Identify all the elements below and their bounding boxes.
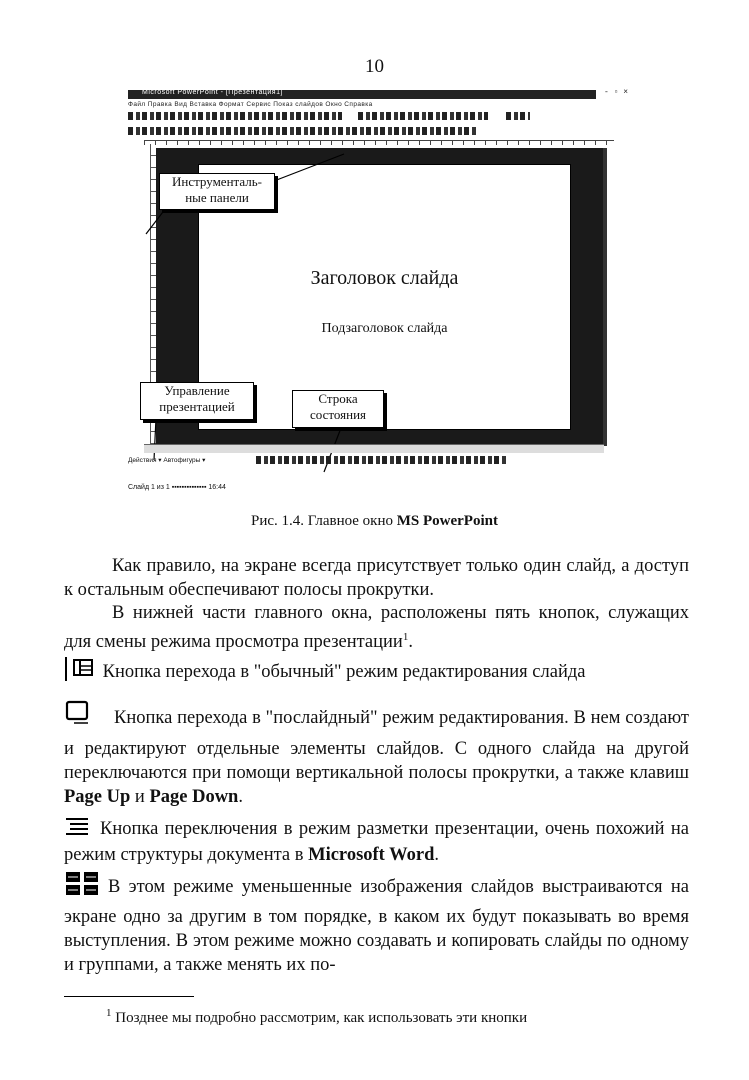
paragraph-5-end: . bbox=[434, 845, 439, 865]
toolbars-leader-line bbox=[274, 154, 344, 181]
caption-bold: MS PowerPoint bbox=[396, 513, 498, 529]
page-number: 10 bbox=[365, 56, 384, 77]
paragraph-2 bbox=[64, 601, 689, 654]
caption-text: Рис. 1.4. Главное окно bbox=[251, 513, 397, 529]
callout-toolbars: Инструменталь- ные панели bbox=[159, 173, 275, 210]
footnote bbox=[106, 1007, 527, 1027]
key-page-up: Page Up bbox=[64, 787, 131, 807]
footnote-mark: 1 bbox=[106, 1007, 112, 1019]
key-page-down: Page Down bbox=[149, 787, 239, 807]
horizontal-scrollbar bbox=[144, 444, 604, 453]
window-title: Microsoft PowerPoint - [Презентация1] bbox=[142, 89, 283, 96]
window-controls: - ▫ × bbox=[604, 88, 629, 97]
callout-status-bar: Строка состояния bbox=[292, 390, 384, 428]
paragraph-4-and: и bbox=[130, 787, 150, 807]
slide-view-icon bbox=[64, 700, 100, 737]
footnote-text: Позднее мы подробно рассмотрим, как использовать эти кнопки bbox=[111, 1010, 528, 1026]
callout-presentation-control: Управление презентацией bbox=[140, 382, 254, 420]
paragraph-1: Как правило, на экране всегда присутствует только один слайд, а доступ к остальным обеспечивают полосы прокрутки. bbox=[64, 556, 689, 600]
paragraph-2-end: . bbox=[408, 632, 413, 653]
paragraph-5-text: Кнопка переключения в режим разметки презентации, очень похожий на режим структуры документа в bbox=[64, 818, 689, 865]
paragraph-3-text: Кнопка перехода в "обычный" режим редактирования слайда bbox=[102, 661, 586, 682]
paragraph-4 bbox=[64, 700, 689, 809]
slide-sorter-icon bbox=[64, 870, 100, 905]
control-leader-line bbox=[154, 418, 156, 460]
powerpoint-screenshot-figure bbox=[126, 88, 631, 506]
drawing-toolbar bbox=[256, 456, 506, 464]
status-bar: Слайд 1 из 1 ▪▪▪▪▪▪▪▪▪▪▪▪▪▪ 16:44 bbox=[128, 484, 226, 491]
paragraph-6-text: В этом режиме уменьшенные изображения слайдов выстраиваются на экране одно за другим в том порядке, в каком их будут показывать во время выступления. В этом режиме можно создавать и копировать слайды по одному и группами, а также менять их по- bbox=[64, 876, 689, 975]
drawing-toolbar-labels: Действия ▾ Автофигуры ▾ bbox=[128, 457, 206, 464]
slide-subtitle: Подзаголовок слайда bbox=[321, 321, 448, 336]
normal-view-icon bbox=[64, 657, 98, 688]
slide-title: Заголовок слайда bbox=[310, 267, 459, 289]
toolbars-leader-line-2 bbox=[146, 208, 166, 234]
paragraph-6 bbox=[64, 870, 689, 977]
footnote-ref: 1 bbox=[402, 631, 409, 643]
paragraph-4-text: Кнопка перехода в "послайдный" режим редактирования. В нем создают и редактируют отдельные элементы слайдов. С одного слайда на другой переключаются при помощи вертикальной полосы прокрутки, а также клавиш bbox=[64, 707, 689, 783]
paragraph-5 bbox=[64, 816, 689, 867]
menu-bar: Файл Правка Вид Вставка Формат Сервис Показ слайдов Окно Справка bbox=[128, 101, 373, 108]
paragraph-3 bbox=[64, 657, 689, 688]
figure-caption bbox=[0, 513, 749, 530]
footnote-separator bbox=[64, 996, 194, 997]
paragraph-2-text: В нижней части главного окна, расположены пять кнопок, служащих для смены режима просмотра презентации bbox=[64, 603, 689, 653]
outline-view-icon bbox=[64, 816, 90, 843]
microsoft-word-bold: Microsoft Word bbox=[308, 845, 435, 865]
paragraph-4-end: . bbox=[238, 787, 243, 807]
